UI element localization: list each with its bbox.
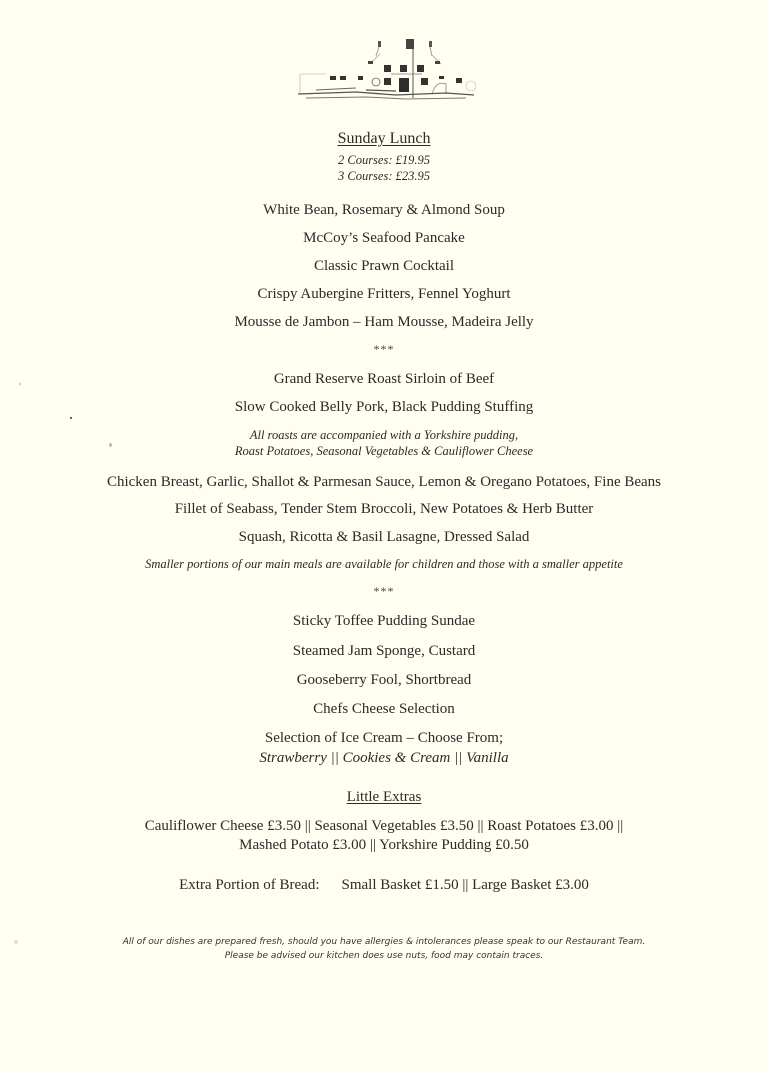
scan-speck [14, 940, 18, 944]
dessert-item: Steamed Jam Sponge, Custard [292, 643, 476, 659]
starter-item: Mousse de Jambon – Ham Mousse, Madeira Jelly [234, 314, 534, 330]
extras-title: Little Extras [346, 789, 422, 805]
price-three-courses: 3 Courses: £23.95 [337, 169, 431, 183]
children-portions-note: Smaller portions of our main meals are available for children and those with a smaller appetite [145, 557, 623, 571]
extras-line: Mashed Potato £3.00 || Yorkshire Pudding £0.50 [239, 837, 529, 853]
roast-note: Roast Potatoes, Seasonal Vegetables & Cauliflower Cheese [234, 444, 534, 458]
bread-extras [0, 876, 768, 894]
course-separator: *** [373, 584, 395, 598]
main-item: Squash, Ricotta & Basil Lasagne, Dressed Salad [238, 529, 530, 545]
roast-note: All roasts are accompanied with a Yorkshire pudding, [249, 428, 519, 442]
hotel-building-sketch-icon [296, 36, 476, 104]
dessert-item: Gooseberry Fool, Shortbread [296, 672, 472, 688]
menu-title: Sunday Lunch [337, 130, 431, 147]
scan-speck [19, 383, 21, 385]
dessert-item: Sticky Toffee Pudding Sundae [292, 613, 476, 629]
allergy-notice: All of our dishes are prepared fresh, should you have allergies & intolerances please speak to our Restaurant Team. [122, 937, 646, 947]
starter-item: McCoy’s Seafood Pancake [303, 230, 465, 246]
bread-label: Extra Portion of Bread: [179, 877, 320, 893]
starter-item: Crispy Aubergine Fritters, Fennel Yoghurt [257, 286, 511, 302]
bread-options: Small Basket £1.50 || Large Basket £3.00 [341, 877, 589, 893]
scan-speck [109, 443, 112, 447]
starter-item: White Bean, Rosemary & Almond Soup [263, 202, 505, 218]
main-item: Chicken Breast, Garlic, Shallot & Parmesan Sauce, Lemon & Oregano Potatoes, Fine Beans [106, 474, 662, 490]
price-two-courses: 2 Courses: £19.95 [337, 153, 431, 167]
nuts-notice: Please be advised our kitchen does use nuts, food may contain traces. [224, 951, 544, 961]
dessert-item: Chefs Cheese Selection [313, 701, 455, 717]
ice-cream-flavours: Strawberry || Cookies & Cream || Vanilla [259, 750, 509, 766]
main-item: Grand Reserve Roast Sirloin of Beef [273, 371, 495, 387]
dessert-item: Selection of Ice Cream – Choose From; [264, 730, 504, 746]
main-item: Slow Cooked Belly Pork, Black Pudding Stuffing [234, 399, 534, 415]
starter-item: Classic Prawn Cocktail [314, 258, 454, 274]
main-item: Fillet of Seabass, Tender Stem Broccoli, New Potatoes & Herb Butter [174, 501, 594, 517]
course-separator: *** [373, 342, 395, 356]
extras-line: Cauliflower Cheese £3.50 || Seasonal Vegetables £3.50 || Roast Potatoes £3.00 || [144, 818, 624, 834]
scan-speck [70, 417, 72, 419]
